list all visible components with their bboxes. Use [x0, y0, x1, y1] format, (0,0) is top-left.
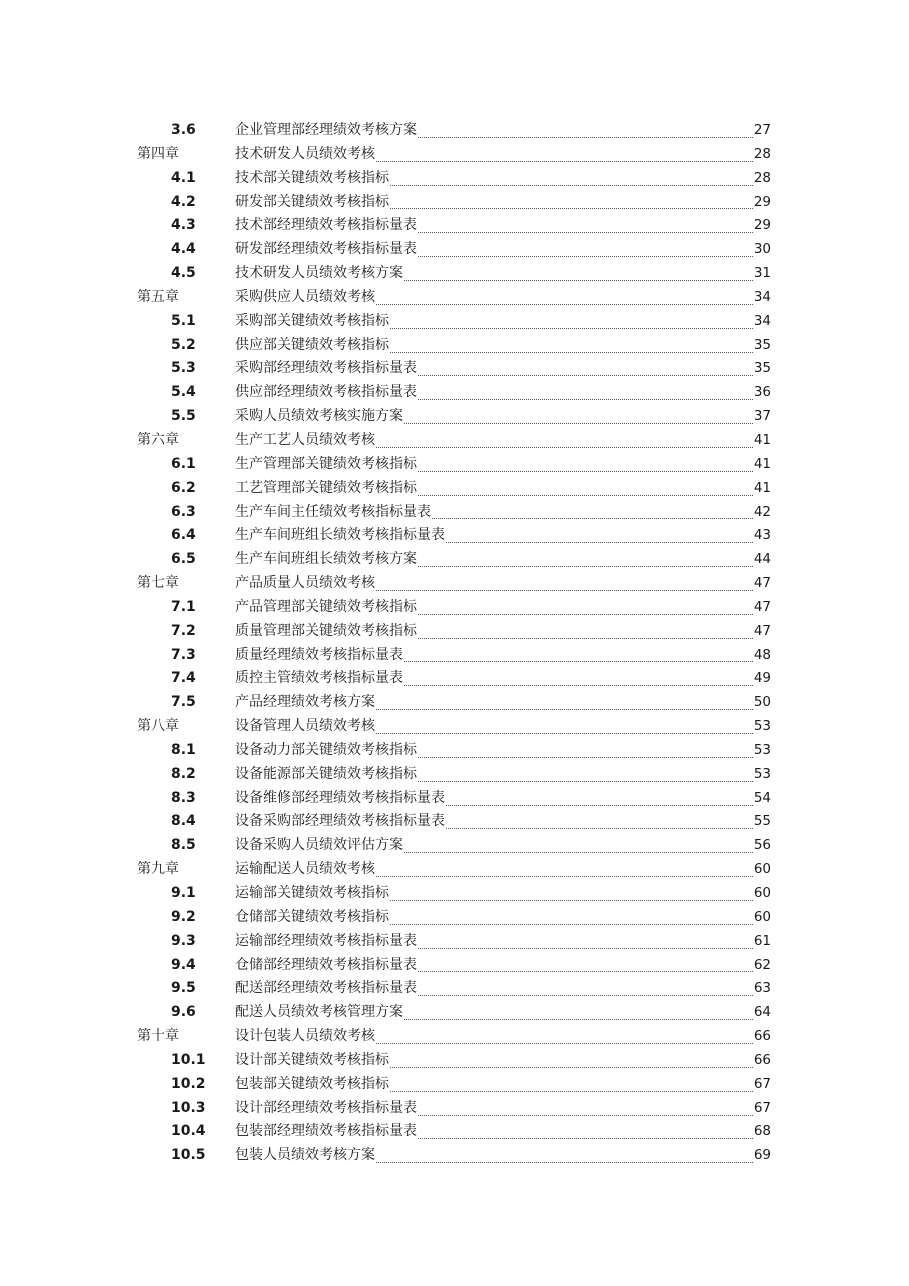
- toc-entry-page: 31: [753, 265, 771, 282]
- toc-entry[interactable]: [137, 1120, 771, 1144]
- toc-entry[interactable]: [137, 453, 771, 477]
- toc-dot-leader: [390, 923, 753, 925]
- toc-entry-number: 4.4: [171, 241, 196, 258]
- toc-entry[interactable]: [137, 954, 771, 978]
- toc-entry[interactable]: [137, 596, 771, 620]
- toc-entry[interactable]: [137, 1001, 771, 1025]
- toc-entry-number: 6.1: [171, 455, 196, 472]
- toc-entry-title: 生产工艺人员绩效考核: [235, 431, 375, 448]
- table-of-contents: [137, 119, 771, 1168]
- toc-entry-title: 运输部经理绩效考核指标量表: [235, 932, 417, 949]
- toc-entry-page: 41: [753, 455, 771, 472]
- toc-entry-number: 4.1: [171, 169, 196, 186]
- toc-entry-number: 9.4: [171, 956, 196, 973]
- toc-entry-number: 7.1: [171, 598, 196, 615]
- toc-entry-page: 63: [753, 980, 771, 997]
- toc-entry-title: 包装部经理绩效考核指标量表: [235, 1123, 417, 1140]
- toc-entry-title: 供应部经理绩效考核指标量表: [235, 384, 417, 401]
- toc-entry-page: 66: [753, 1028, 771, 1045]
- toc-entry-title: 产品管理部关键绩效考核指标: [235, 598, 417, 615]
- toc-entry[interactable]: [137, 1073, 771, 1097]
- toc-entry[interactable]: [137, 143, 771, 167]
- toc-dot-leader: [376, 875, 753, 877]
- toc-entry[interactable]: [137, 1025, 771, 1049]
- toc-entry-number: 第九章: [137, 861, 179, 878]
- toc-entry-number: 5.1: [171, 312, 196, 329]
- toc-dot-leader: [404, 279, 753, 281]
- toc-entry-page: 54: [753, 789, 771, 806]
- toc-entry-number: 8.5: [171, 837, 196, 854]
- toc-entry[interactable]: [137, 405, 771, 429]
- toc-entry-number: 9.3: [171, 932, 196, 949]
- toc-dot-leader: [418, 780, 753, 782]
- toc-entry-number: 10.5: [171, 1147, 206, 1164]
- toc-entry[interactable]: [137, 787, 771, 811]
- toc-entry-number: 10.3: [171, 1099, 206, 1116]
- toc-entry[interactable]: [137, 524, 771, 548]
- toc-entry[interactable]: [137, 739, 771, 763]
- toc-entry[interactable]: [137, 214, 771, 238]
- toc-entry-title: 生产管理部关键绩效考核指标: [235, 455, 417, 472]
- toc-entry-number: 7.2: [171, 622, 196, 639]
- toc-dot-leader: [390, 899, 753, 901]
- toc-entry-number: 第八章: [137, 718, 179, 735]
- toc-dot-leader: [390, 184, 753, 186]
- toc-entry-number: 6.3: [171, 503, 196, 520]
- toc-dot-leader: [446, 827, 753, 829]
- toc-entry-page: 66: [753, 1051, 771, 1068]
- toc-entry-title: 设备维修部经理绩效考核指标量表: [235, 789, 445, 806]
- toc-entry-number: 9.2: [171, 908, 196, 925]
- toc-entry-page: 69: [753, 1147, 771, 1164]
- toc-entry-page: 48: [753, 646, 771, 663]
- toc-dot-leader: [376, 1161, 753, 1163]
- toc-entry[interactable]: [137, 548, 771, 572]
- toc-entry-number: 第五章: [137, 288, 179, 305]
- toc-entry-title: 设备采购人员绩效评估方案: [235, 837, 403, 854]
- toc-entry-page: 34: [753, 312, 771, 329]
- toc-dot-leader: [390, 1066, 753, 1068]
- toc-entry-number: 第六章: [137, 431, 179, 448]
- toc-entry-title: 采购部经理绩效考核指标量表: [235, 360, 417, 377]
- toc-entry-page: 60: [753, 861, 771, 878]
- toc-entry-title: 设计部经理绩效考核指标量表: [235, 1099, 417, 1116]
- toc-dot-leader: [418, 255, 753, 257]
- toc-dot-leader: [418, 637, 753, 639]
- toc-entry-title: 设计部关键绩效考核指标: [235, 1051, 389, 1068]
- toc-dot-leader: [390, 327, 753, 329]
- toc-entry-number: 10.4: [171, 1123, 206, 1140]
- toc-dot-leader: [418, 494, 753, 496]
- toc-entry[interactable]: [137, 1097, 771, 1121]
- toc-entry-number: 8.4: [171, 813, 196, 830]
- toc-entry[interactable]: [137, 644, 771, 668]
- toc-entry-title: 仓储部关键绩效考核指标: [235, 908, 389, 925]
- toc-entry-page: 29: [753, 217, 771, 234]
- toc-entry-title: 技术部关键绩效考核指标: [235, 169, 389, 186]
- toc-entry[interactable]: [137, 310, 771, 334]
- toc-entry[interactable]: [137, 167, 771, 191]
- toc-entry-page: 50: [753, 694, 771, 711]
- toc-entry[interactable]: [137, 238, 771, 262]
- toc-dot-leader: [376, 708, 753, 710]
- toc-entry[interactable]: [137, 501, 771, 525]
- toc-entry-number: 3.6: [171, 122, 196, 138]
- toc-entry[interactable]: [137, 834, 771, 858]
- toc-entry-title: 质控主管绩效考核指标量表: [235, 670, 403, 687]
- toc-entry-number: 6.4: [171, 527, 196, 544]
- toc-entry-number: 7.5: [171, 694, 196, 711]
- toc-entry[interactable]: [137, 930, 771, 954]
- toc-entry[interactable]: [137, 191, 771, 215]
- toc-entry-page: 34: [753, 288, 771, 305]
- toc-entry-page: 35: [753, 336, 771, 353]
- toc-entry-number: 5.3: [171, 360, 196, 377]
- toc-entry-title: 生产车间班组长绩效考核指标量表: [235, 527, 445, 544]
- toc-entry-number: 8.1: [171, 741, 196, 758]
- toc-entry-title: 产品经理绩效考核方案: [235, 694, 375, 711]
- toc-dot-leader: [390, 351, 753, 353]
- toc-entry-page: 47: [753, 622, 771, 639]
- toc-entry-number: 6.5: [171, 551, 196, 568]
- toc-entry[interactable]: [137, 1144, 771, 1168]
- toc-entry[interactable]: [137, 882, 771, 906]
- toc-entry-page: 27: [753, 122, 771, 138]
- toc-entry-page: 44: [753, 551, 771, 568]
- toc-dot-leader: [418, 1137, 753, 1139]
- toc-dot-leader: [418, 231, 753, 233]
- toc-dot-leader: [376, 446, 753, 448]
- toc-entry-page: 43: [753, 527, 771, 544]
- toc-dot-leader: [418, 947, 753, 949]
- toc-entry-page: 53: [753, 765, 771, 782]
- toc-entry-number: 8.2: [171, 765, 196, 782]
- toc-entry[interactable]: [137, 286, 771, 310]
- toc-entry-page: 35: [753, 360, 771, 377]
- toc-entry[interactable]: [137, 381, 771, 405]
- toc-entry-title: 采购部关键绩效考核指标: [235, 312, 389, 329]
- toc-entry-page: 60: [753, 885, 771, 901]
- toc-entry-page: 49: [753, 670, 771, 687]
- toc-dot-leader: [418, 756, 753, 758]
- toc-entry-page: 53: [753, 718, 771, 735]
- toc-entry-title: 运输部关键绩效考核指标: [235, 885, 389, 901]
- toc-dot-leader: [404, 660, 753, 662]
- toc-dot-leader: [432, 517, 753, 519]
- toc-entry[interactable]: [137, 357, 771, 381]
- toc-entry-title: 研发部关键绩效考核指标: [235, 193, 389, 210]
- toc-entry-number: 第十章: [137, 1028, 179, 1045]
- toc-entry[interactable]: [137, 977, 771, 1001]
- toc-dot-leader: [390, 207, 753, 209]
- toc-entry-title: 设备动力部关键绩效考核指标: [235, 741, 417, 758]
- toc-dot-leader: [376, 1042, 753, 1044]
- toc-entry[interactable]: [137, 715, 771, 739]
- toc-entry-number: 第四章: [137, 145, 179, 162]
- toc-entry[interactable]: [137, 763, 771, 787]
- toc-entry-page: 62: [753, 956, 771, 973]
- toc-entry-number: 6.2: [171, 479, 196, 496]
- toc-dot-leader: [418, 565, 753, 567]
- toc-entry-page: 30: [753, 241, 771, 258]
- toc-dot-leader: [404, 851, 753, 853]
- toc-entry-title: 技术研发人员绩效考核方案: [235, 265, 403, 282]
- toc-entry-page: 53: [753, 741, 771, 758]
- toc-entry-title: 产品质量人员绩效考核: [235, 575, 375, 592]
- toc-entry-page: 61: [753, 932, 771, 949]
- toc-entry-title: 设备管理人员绩效考核: [235, 718, 375, 735]
- toc-dot-leader: [376, 732, 753, 734]
- toc-entry-page: 56: [753, 837, 771, 854]
- toc-entry[interactable]: [137, 810, 771, 834]
- toc-entry-title: 采购供应人员绩效考核: [235, 288, 375, 305]
- toc-entry-title: 配送部经理绩效考核指标量表: [235, 980, 417, 997]
- toc-entry-page: 47: [753, 575, 771, 592]
- toc-dot-leader: [418, 994, 753, 996]
- toc-dot-leader: [418, 136, 753, 138]
- toc-dot-leader: [376, 303, 753, 305]
- toc-entry-page: 47: [753, 598, 771, 615]
- toc-entry-page: 60: [753, 908, 771, 925]
- toc-dot-leader: [418, 374, 753, 376]
- toc-entry-number: 9.6: [171, 1004, 196, 1021]
- toc-entry-page: 42: [753, 503, 771, 520]
- toc-entry-number: 4.5: [171, 265, 196, 282]
- toc-dot-leader: [418, 613, 753, 615]
- toc-entry-title: 仓储部经理绩效考核指标量表: [235, 956, 417, 973]
- toc-entry-number: 5.2: [171, 336, 196, 353]
- toc-entry-title: 技术部经理绩效考核指标量表: [235, 217, 417, 234]
- toc-entry[interactable]: [137, 119, 771, 143]
- toc-entry-page: 41: [753, 479, 771, 496]
- toc-entry-title: 包装部关键绩效考核指标: [235, 1075, 389, 1092]
- toc-entry-number: 7.3: [171, 646, 196, 663]
- toc-entry[interactable]: [137, 572, 771, 596]
- toc-entry-title: 包装人员绩效考核方案: [235, 1147, 375, 1164]
- toc-entry-title: 设备能源部关键绩效考核指标: [235, 765, 417, 782]
- toc-entry-page: 55: [753, 813, 771, 830]
- toc-entry-number: 10.2: [171, 1075, 206, 1092]
- toc-entry-number: 5.5: [171, 408, 196, 425]
- toc-entry-title: 供应部关键绩效考核指标: [235, 336, 389, 353]
- toc-entry-title: 运输配送人员绩效考核: [235, 861, 375, 878]
- toc-dot-leader: [376, 160, 753, 162]
- toc-entry-page: 67: [753, 1075, 771, 1092]
- toc-entry[interactable]: [137, 691, 771, 715]
- toc-entry-title: 企业管理部经理绩效考核方案: [235, 122, 417, 138]
- toc-entry[interactable]: [137, 262, 771, 286]
- toc-entry-number: 4.2: [171, 193, 196, 210]
- toc-entry-page: 41: [753, 431, 771, 448]
- toc-entry-page: 64: [753, 1004, 771, 1021]
- toc-entry-page: 28: [753, 145, 771, 162]
- toc-entry-page: 28: [753, 169, 771, 186]
- toc-entry[interactable]: [137, 667, 771, 691]
- toc-dot-leader: [390, 1090, 753, 1092]
- toc-entry-page: 37: [753, 408, 771, 425]
- toc-dot-leader: [376, 589, 753, 591]
- toc-entry-page: 67: [753, 1099, 771, 1116]
- toc-dot-leader: [404, 1018, 753, 1020]
- toc-entry-title: 设计包装人员绩效考核: [235, 1028, 375, 1045]
- toc-entry[interactable]: [137, 1049, 771, 1073]
- toc-dot-leader: [446, 804, 753, 806]
- toc-entry-title: 生产车间班组长绩效考核方案: [235, 551, 417, 568]
- toc-entry[interactable]: [137, 429, 771, 453]
- toc-entry-number: 9.5: [171, 980, 196, 997]
- toc-entry-number: 8.3: [171, 789, 196, 806]
- toc-dot-leader: [418, 970, 753, 972]
- toc-entry-title: 采购人员绩效考核实施方案: [235, 408, 403, 425]
- toc-entry-number: 第七章: [137, 575, 179, 592]
- toc-entry[interactable]: [137, 620, 771, 644]
- toc-entry-page: 68: [753, 1123, 771, 1140]
- toc-dot-leader: [404, 422, 753, 424]
- toc-entry-title: 质量管理部关键绩效考核指标: [235, 622, 417, 639]
- toc-dot-leader: [418, 398, 753, 400]
- toc-entry-number: 10.1: [171, 1051, 206, 1068]
- toc-dot-leader: [418, 470, 753, 472]
- toc-entry-title: 设备采购部经理绩效考核指标量表: [235, 813, 445, 830]
- toc-entry-title: 配送人员绩效考核管理方案: [235, 1004, 403, 1021]
- toc-entry-title: 技术研发人员绩效考核: [235, 145, 375, 162]
- toc-entry-title: 研发部经理绩效考核指标量表: [235, 241, 417, 258]
- toc-dot-leader: [446, 541, 753, 543]
- toc-entry[interactable]: [137, 906, 771, 930]
- toc-entry-number: 5.4: [171, 384, 196, 401]
- toc-dot-leader: [404, 684, 753, 686]
- toc-entry-title: 工艺管理部关键绩效考核指标: [235, 479, 417, 496]
- toc-entry[interactable]: [137, 858, 771, 882]
- toc-entry[interactable]: [137, 334, 771, 358]
- toc-entry-number: 7.4: [171, 670, 196, 687]
- toc-entry-title: 生产车间主任绩效考核指标量表: [235, 503, 431, 520]
- toc-entry-title: 质量经理绩效考核指标量表: [235, 646, 403, 663]
- toc-dot-leader: [418, 1114, 753, 1116]
- toc-entry[interactable]: [137, 477, 771, 501]
- toc-entry-number: 9.1: [171, 885, 196, 901]
- toc-entry-number: 4.3: [171, 217, 196, 234]
- toc-entry-page: 36: [753, 384, 771, 401]
- toc-entry-page: 29: [753, 193, 771, 210]
